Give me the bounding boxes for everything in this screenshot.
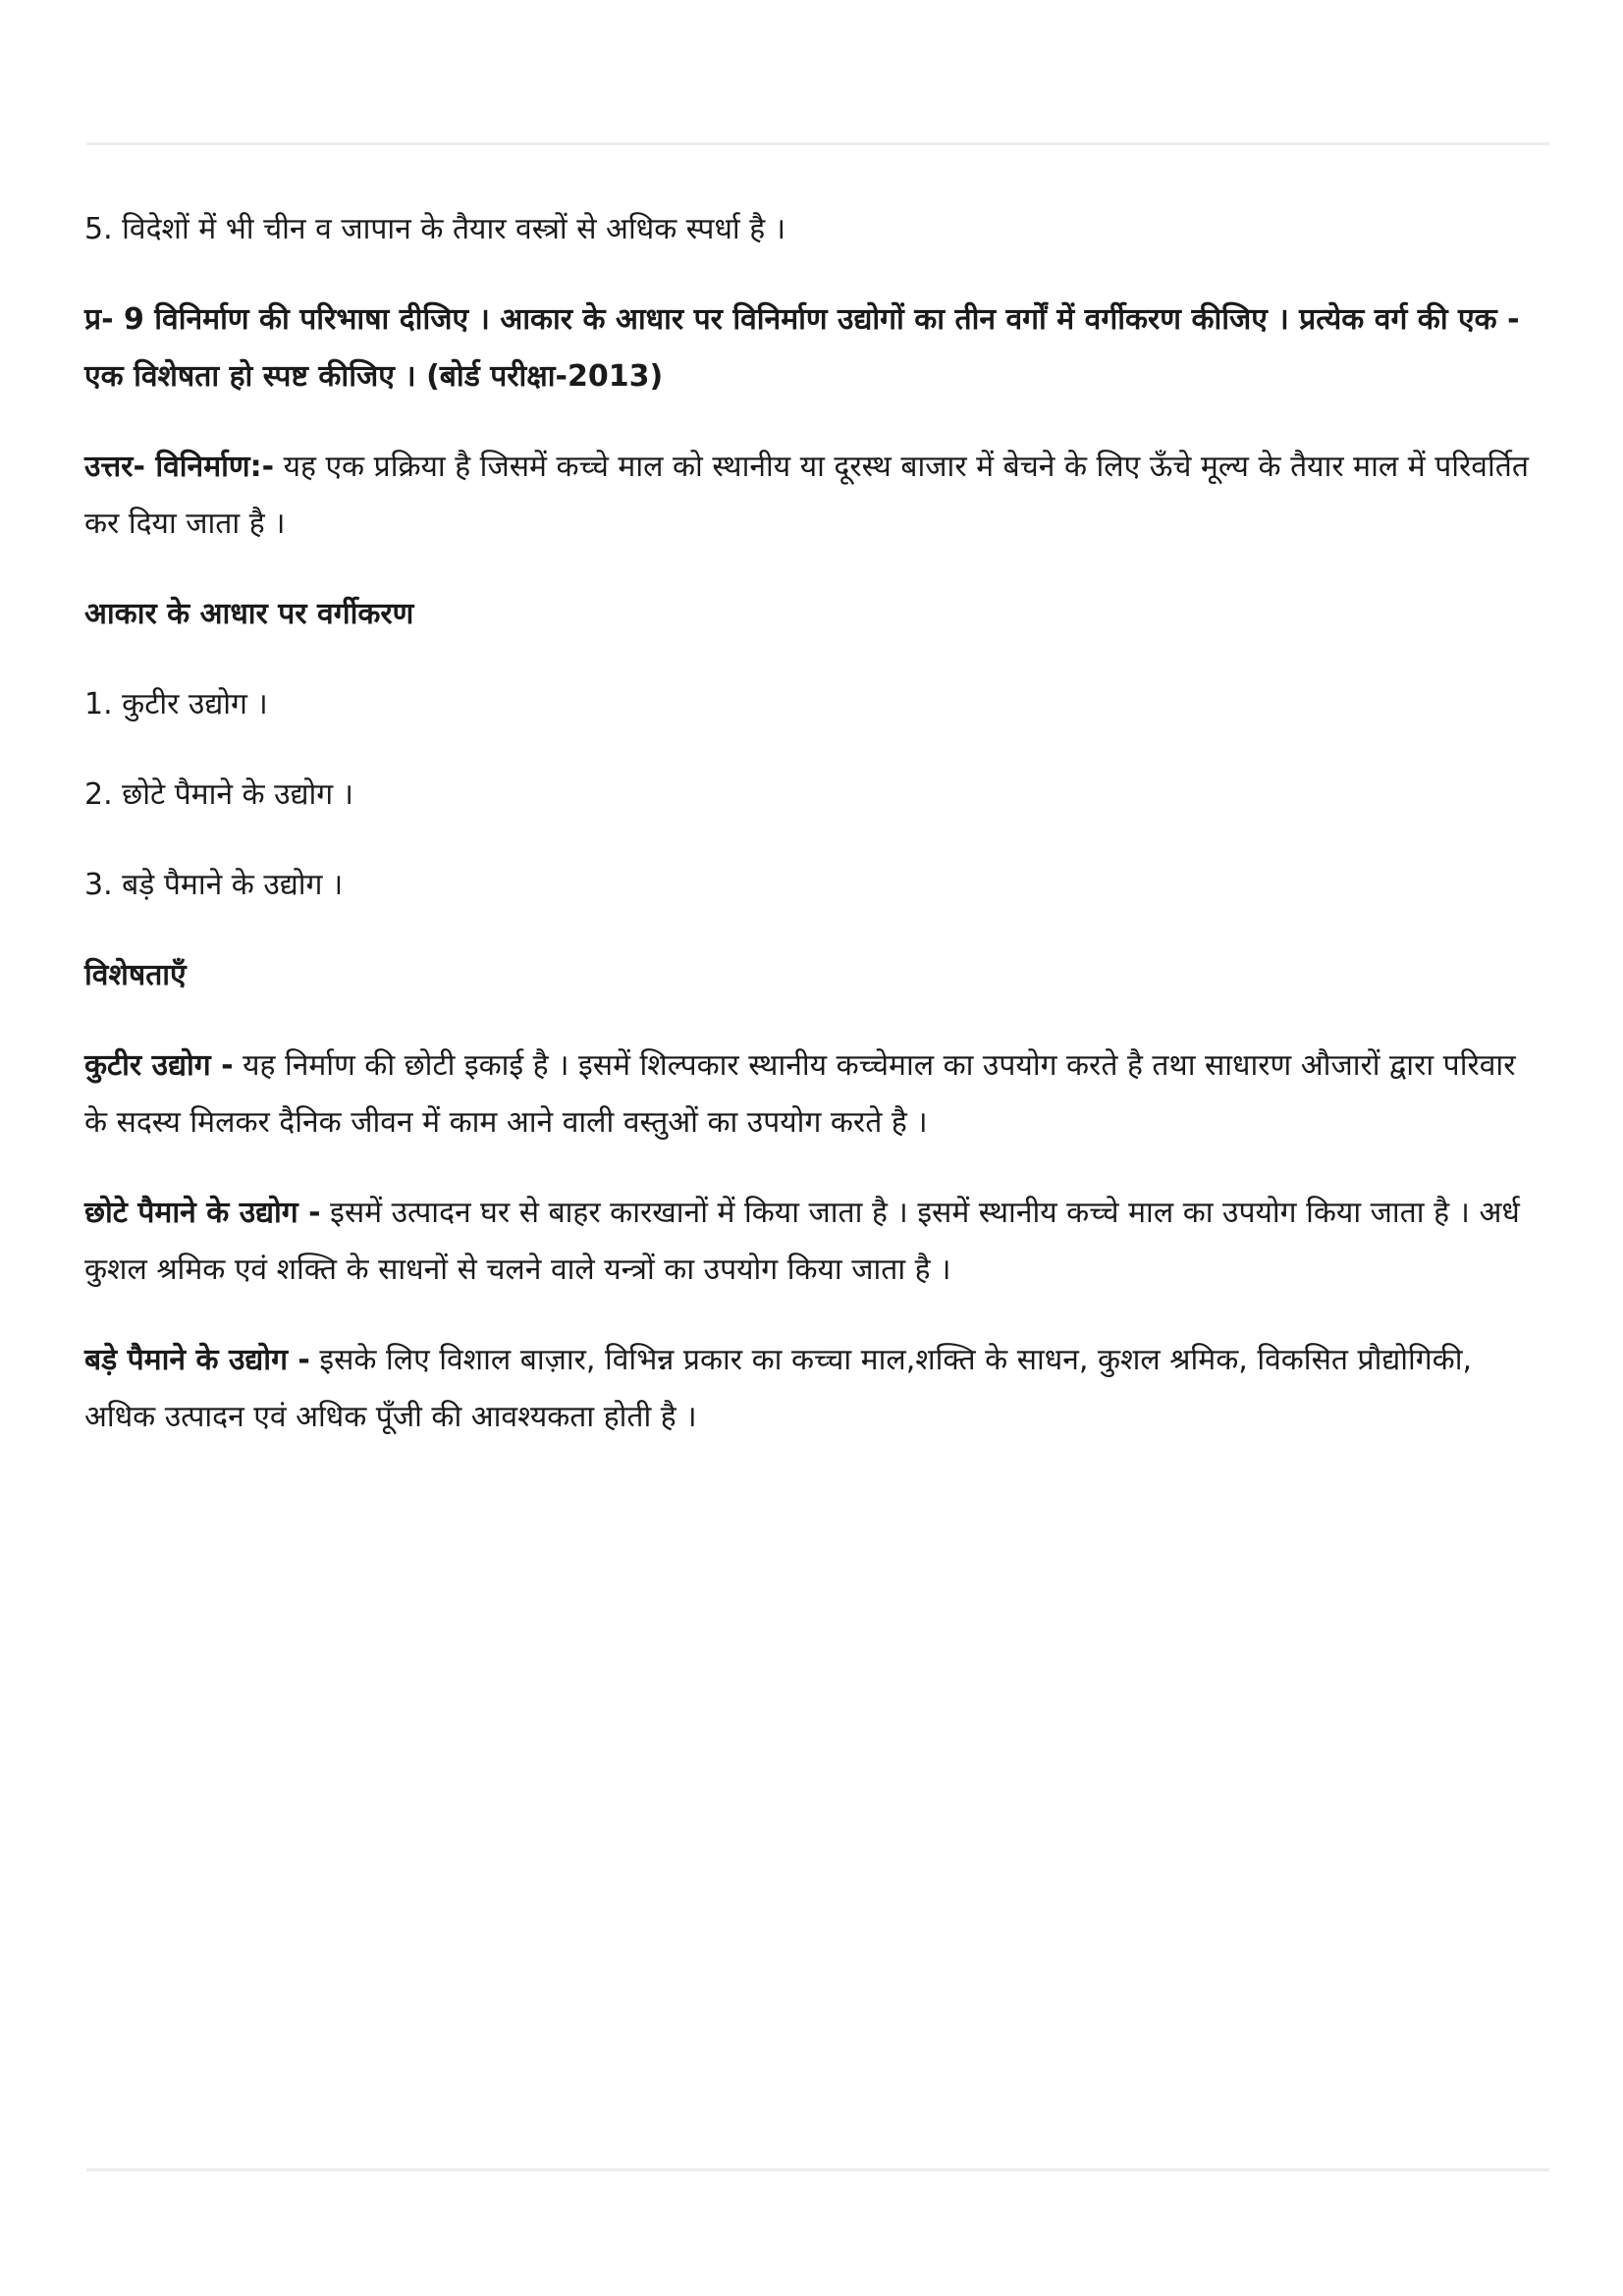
large-scale-paragraph [84,1332,1547,1446]
list-item-5: 5. विदेशों में भी चीन व जापान के तैयार वस्त्रों से अधिक स्पर्धा है । [84,212,786,246]
cottage-industry-paragraph [84,1038,1547,1151]
bottom-divider [86,2168,1549,2171]
class-item-1: 1. कुटीर उद्योग । [84,687,268,721]
answer-paragraph [84,439,1547,553]
features-heading: विशेषताएँ [84,958,187,992]
cottage-label: कुटीर उद्योग - [84,1048,234,1083]
answer-label: उत्तर- विनिर्माण:- [84,450,275,484]
top-divider [86,142,1549,145]
small-scale-paragraph [84,1185,1547,1299]
large-scale-text: इसके लिए विशाल बाज़ार, विभिन्न प्रकार का कच्चा माल,शक्ति के साधन, कुशल श्रमिक, विकसित प्रौद्योगिकी, अधिक उत्पादन एवं अधिक पूँजी की आवश्यकता होती है । [84,1343,1473,1434]
question-9: प्र- 9 विनिर्माण की परिभाषा दीजिए । आकार के आधार पर विनिर्माण उद्योगों का तीन वर्गों में वर्गीकरण कीजिए । प्रत्येक वर्ग की एक - एक विशेषता हो स्पष्ट कीजिए । (बोर्ड परीक्षा-2013) [84,302,1520,394]
cottage-text: यह निर्माण की छोटी इकाई है । इसमें शिल्पकार स्थानीय कच्चेमाल का उपयोग करते है तथा साधारण औजारों द्वारा परिवार के सदस्य मिलकर दैनिक जीवन में काम आने वाली वस्तुओं का उपयोग करते है । [84,1048,1516,1140]
small-scale-text: इसमें उत्पादन घर से बाहर कारखानों में किया जाता है । इसमें स्थानीय कच्चे माल का उपयोग किया जाता है । अर्ध कुशल श्रमिक एवं शक्ति के साधनों से चलने वाले यन्त्रों का उपयोग किया जाता है । [84,1196,1520,1287]
class-item-3: 3. बड़े पैमाने के उद्योग । [84,868,344,902]
classification-heading: आकार के आधार पर वर्गीकरण [84,597,414,631]
answer-text: यह एक प्रक्रिया है जिसमें कच्चे माल को स्थानीय या दूरस्थ बाजार में बेचने के लिए ऊँचे मूल्य के तैयार माल में परिवर्तित कर दिया जाता है । [84,450,1529,541]
small-scale-label: छोटे पैमाने के उद्योग - [84,1196,321,1230]
large-scale-label: बड़े पैमाने के उद्योग - [84,1343,310,1377]
page-content [84,201,1547,1479]
class-item-2: 2. छोटे पैमाने के उद्योग । [84,777,354,812]
